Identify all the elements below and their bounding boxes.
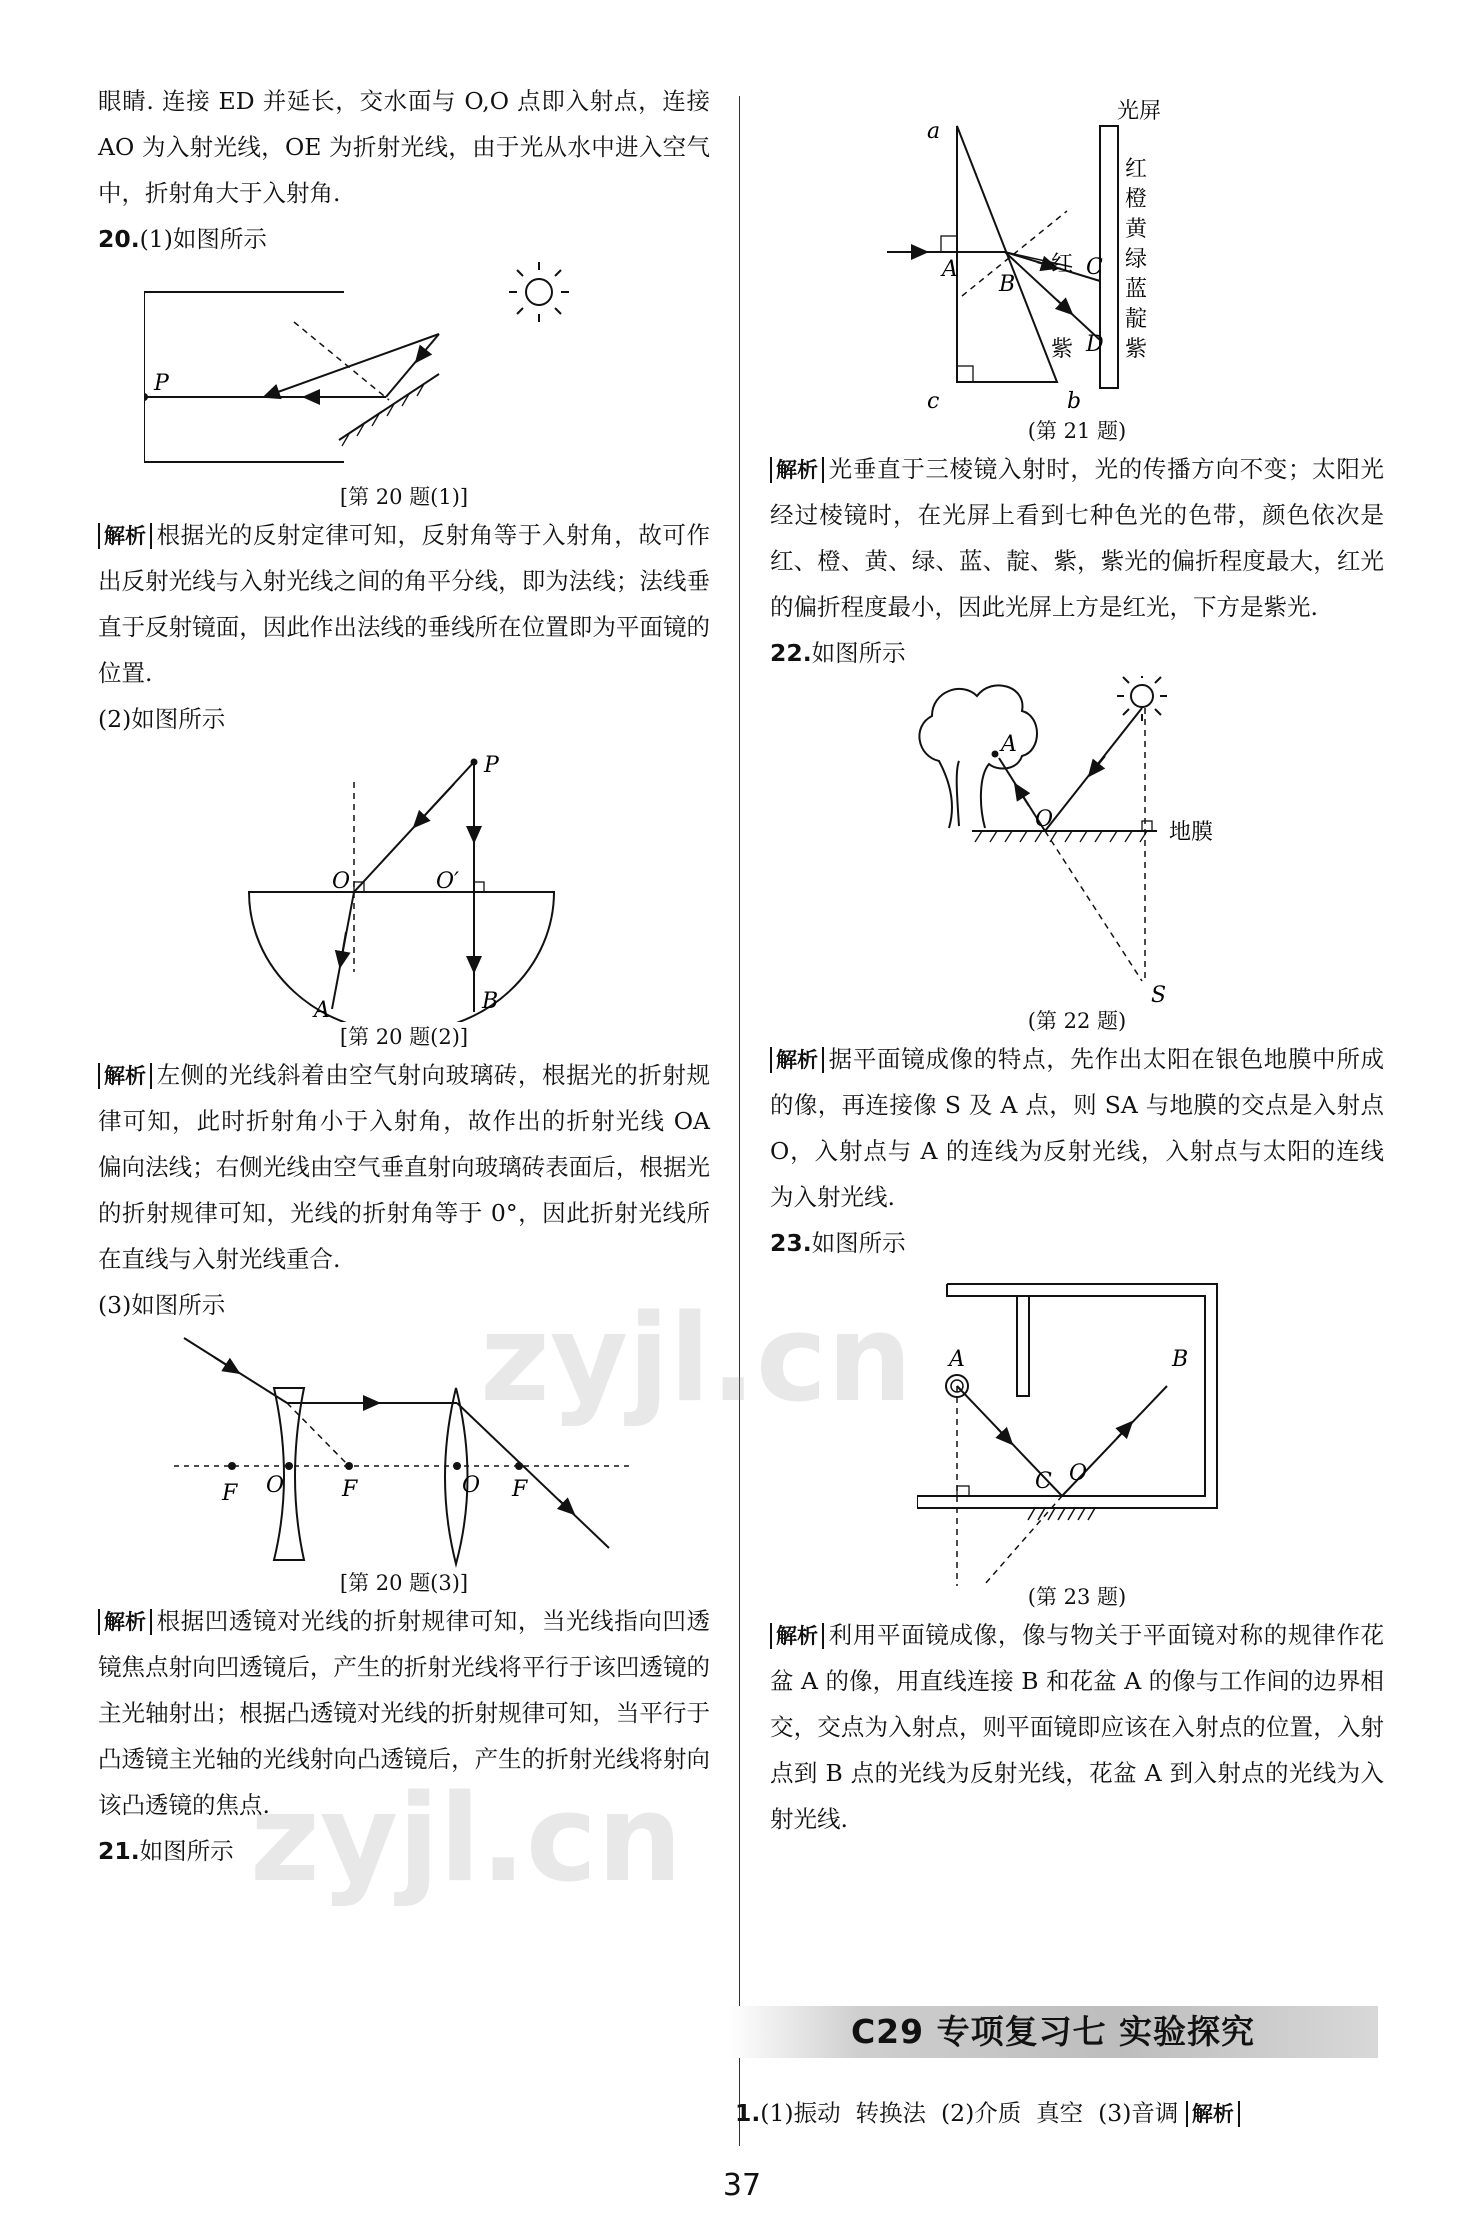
label-O2: O xyxy=(462,1473,481,1498)
analysis-text: 根据凹透镜对光线的折射规律可知，当光线指向凹透镜焦点射向凹透镜后，产生的折射光线将平行于该凹透镜的主光轴射出；根据凸透镜对光线的折射规律可知，当平行于凸透镜主光轴的光线射向凸透镜后，产生的折射光线将射向该凸透镜的焦点. xyxy=(98,1607,710,1819)
figure-20-1 xyxy=(144,262,664,482)
label-B: B xyxy=(999,272,1016,297)
question-20-part1 xyxy=(98,216,710,262)
label-A: A xyxy=(1001,732,1017,757)
analysis-text: 根据光的反射定律可知，反射角等于入射角，故可作出反射光线与入射光线之间的角平分线，即为法线；法线垂直于反射镜面，因此作出法线的垂线所在位置即为平面镜的位置. xyxy=(98,521,710,687)
analysis-tag: 解析 xyxy=(770,1623,824,1649)
sun-icon xyxy=(509,262,569,322)
spectrum-color: 红 xyxy=(1125,157,1148,182)
label-F2: F xyxy=(342,1477,358,1502)
analysis-21 xyxy=(770,446,1384,630)
analysis-20-1 xyxy=(98,512,710,696)
label-b: b xyxy=(1067,389,1082,414)
question-text: (1)如图所示 xyxy=(139,225,267,253)
spectrum-color: 绿 xyxy=(1125,247,1148,272)
analysis-tag: 解析 xyxy=(1186,2101,1240,2127)
caption-20-2: [第 20 题(2)] xyxy=(339,1025,469,1049)
section-header-c29: C29 专项复习七 实验探究 xyxy=(728,2006,1378,2058)
question-number: 20. xyxy=(98,225,140,253)
label-S: S xyxy=(1151,983,1167,1006)
analysis-text: 左侧的光线斜着由空气射向玻璃砖，根据光的折射规律可知，此时折射角小于入射角，故作出的折射光线 OA 偏向法线；右侧光线由空气垂直射向玻璃砖表面后，根据光的折射规律可知，光线的折射角等于 0°，因此折射光线所在直线与入射光线重合. xyxy=(98,1061,710,1273)
label-F3: F xyxy=(512,1477,528,1502)
label-C: C xyxy=(1035,1469,1052,1494)
question-number: 22. xyxy=(770,639,812,667)
question-text: 如图所示 xyxy=(811,1229,906,1257)
analysis-text: 利用平面镜成像，像与物关于平面镜对称的规律作花盆 A 的像，用直线连接 B 和花盆 A 的像与工作间的边界相交，交点为入射点，则平面镜即应该在入射点的位置，入射点到 B 点的光线为反射光线，花盆 A 到入射点的光线为入射光线. xyxy=(770,1621,1384,1833)
spectrum-color: 橙 xyxy=(1125,187,1148,212)
question-20-part2: (2)如图所示 xyxy=(98,705,226,733)
spectrum-color: 蓝 xyxy=(1125,277,1148,302)
question-text: 如图所示 xyxy=(811,639,906,667)
label-C: C xyxy=(1086,255,1103,280)
sun-icon xyxy=(1117,676,1167,721)
watermark: zyjl.cn xyxy=(250,1770,683,1909)
label-O: O xyxy=(1035,807,1054,832)
label-O: O xyxy=(1069,1461,1088,1486)
caption-20-1: [第 20 题(1)] xyxy=(339,485,469,509)
caption-20-3: [第 20 题(3)] xyxy=(339,1571,469,1595)
label-O-prime: O′ xyxy=(436,869,460,894)
label-F1: F xyxy=(222,1481,238,1506)
label-A: A xyxy=(314,998,330,1022)
answer-text: (1)振动 转换法 (2)介质 真空 (3)音调 xyxy=(760,2099,1179,2127)
label-A: A xyxy=(942,257,958,282)
right-column xyxy=(770,96,1384,1842)
label-screen: 光屏 xyxy=(1117,99,1162,124)
watermark: zyjl.cn xyxy=(480,1290,913,1429)
label-a: a xyxy=(927,119,941,144)
analysis-tag: 解析 xyxy=(770,1047,824,1073)
label-red: 红 xyxy=(1051,252,1074,277)
label-P2: P xyxy=(484,753,499,778)
question-1-answer xyxy=(735,2090,1385,2136)
spectrum-color: 紫 xyxy=(1125,337,1148,362)
analysis-20-2 xyxy=(98,1052,710,1282)
question-text: 如图所示 xyxy=(139,1837,234,1865)
figure-20-2 xyxy=(244,742,564,1022)
label-B: B xyxy=(482,989,499,1014)
analysis-text: 光垂直于三棱镜入射时，光的传播方向不变；太阳光经过棱镜时，在光屏上看到七种色光的色带，颜色依次是红、橙、黄、绿、蓝、靛、紫，紫光的偏折程度最大，红光的偏折程度最小，因此光屏上方是红光，下方是紫光. xyxy=(770,455,1384,621)
figure-23 xyxy=(917,1266,1237,1586)
page-number: 37 xyxy=(722,2168,762,2203)
analysis-text: 据平面镜成像的特点，先作出太阳在银色地膜中所成的像，再连接像 S 及 A 点，则 SA 与地膜的交点是入射点 O，入射点与 A 的连线为反射光线，入射点与太阳的连线为入射光线. xyxy=(770,1045,1384,1211)
question-23 xyxy=(770,1220,1384,1266)
question-number: 21. xyxy=(98,1837,140,1865)
figure-22 xyxy=(917,676,1237,1006)
caption-21: (第 21 题) xyxy=(1027,419,1127,443)
label-O1: O xyxy=(266,1473,285,1498)
label-D: D xyxy=(1086,332,1104,357)
analysis-tag: 解析 xyxy=(98,1063,152,1089)
label-P: P xyxy=(154,371,169,396)
label-violet: 紫 xyxy=(1051,337,1074,362)
caption-23: (第 23 题) xyxy=(1027,1585,1127,1609)
figure-21 xyxy=(887,96,1267,416)
analysis-tag: 解析 xyxy=(98,523,152,549)
question-20-part3: (3)如图所示 xyxy=(98,1291,226,1319)
label-A: A xyxy=(949,1347,965,1372)
column-divider xyxy=(739,96,740,2146)
caption-22: (第 22 题) xyxy=(1027,1009,1127,1033)
left-column xyxy=(98,78,710,1874)
question-number: 1. xyxy=(735,2099,761,2127)
question-22 xyxy=(770,630,1384,676)
label-B: B xyxy=(1172,1347,1189,1372)
label-film: 地膜 xyxy=(1169,820,1214,845)
analysis-tag: 解析 xyxy=(98,1609,152,1635)
analysis-22 xyxy=(770,1036,1384,1220)
analysis-23 xyxy=(770,1612,1384,1842)
label-O: O xyxy=(332,869,351,894)
spectrum-color: 靛 xyxy=(1125,307,1148,332)
question-number: 23. xyxy=(770,1229,812,1257)
analysis-tag: 解析 xyxy=(770,457,824,483)
spectrum-color: 黄 xyxy=(1125,217,1148,242)
spectrum-labels xyxy=(1125,157,1148,362)
tree-icon xyxy=(919,685,1037,828)
paragraph-19-end: 眼睛. 连接 ED 并延长，交水面与 O,O 点即入射点，连接 AO 为入射光线，OE 为折射光线，由于光从水中进入空气中，折射角大于入射角. xyxy=(98,87,710,207)
label-c: c xyxy=(927,389,940,414)
